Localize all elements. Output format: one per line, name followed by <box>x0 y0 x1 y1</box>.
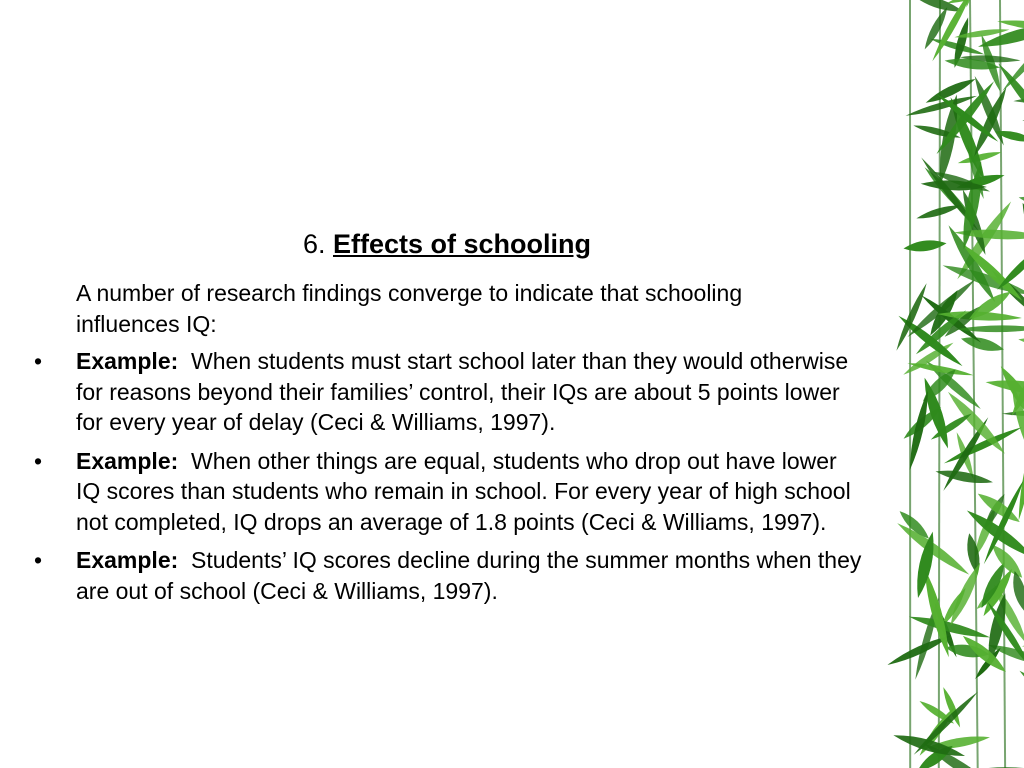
bullet-item <box>34 346 866 438</box>
bamboo-leaves-image <box>850 0 1024 768</box>
bullet-text: Students’ IQ scores decline during the summer months when they are out of school (Ceci & Williams, 1997). <box>76 547 862 604</box>
bullet-icon: • <box>34 348 43 374</box>
intro-text: A number of research findings converge to indicate that schooling influences IQ: <box>76 280 743 337</box>
bullet-item <box>34 545 866 606</box>
bullet-icon: • <box>34 447 43 474</box>
bullet-icon: • <box>34 547 43 573</box>
bullet-item <box>34 446 866 538</box>
title-heading: Effects of schooling <box>333 229 592 259</box>
bullet-list <box>34 346 866 614</box>
bullet-lead: Example: <box>76 547 179 573</box>
slide-title <box>0 226 894 262</box>
bullet-text: When students must start school later than they would otherwise for reasons beyond their families’ control, their IQs are about 5 points lower for every year of delay (Ceci & Williams, 1997). <box>76 348 849 435</box>
bullet-text: When other things are equal, students who drop out have lower IQ scores than students who remain in school. For every year of high school not completed, IQ drops an average of 1.8 points (Ceci & Williams, 1997). <box>76 447 851 535</box>
title-number: 6. <box>302 229 326 259</box>
bullet-lead: Example: <box>76 447 179 474</box>
bullet-lead: Example: <box>76 348 179 374</box>
